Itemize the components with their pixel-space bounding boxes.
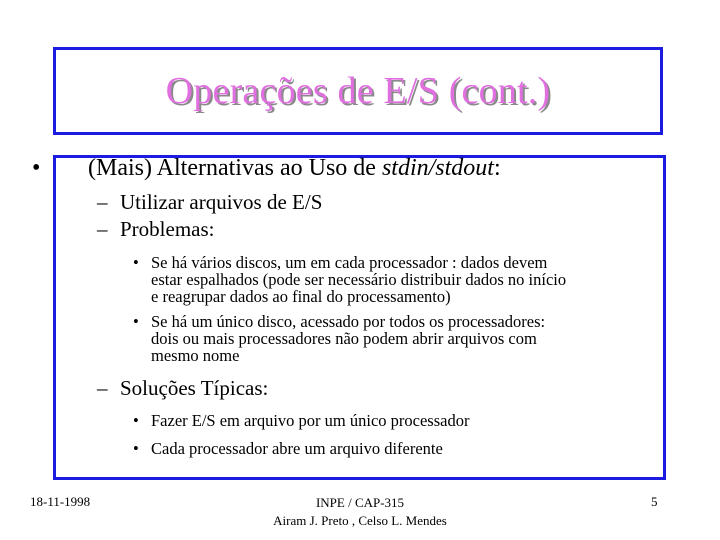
page-number: 5 <box>651 494 658 509</box>
problem-2-line-2: dois ou mais processadores não podem abrir arquivos com <box>151 329 537 348</box>
main-bullet-text-italic: stdin/stdout <box>381 155 494 181</box>
problem-bullet-marker: • <box>133 312 139 331</box>
footer-course: INPE / CAP-315 <box>315 495 405 510</box>
footer-credits <box>210 494 510 530</box>
main-bullet-text-prefix: (Mais) Alternativas ao Uso de <box>88 155 382 181</box>
title-frame <box>53 47 663 135</box>
problem-2-line-3: mesmo nome <box>151 346 240 365</box>
main-bullet-text-suffix: : <box>493 155 501 181</box>
sub-item-marker: – <box>97 190 108 214</box>
problem-2-line-1: Se há um único disco, acessado por todos os processadores: <box>151 312 546 331</box>
footer-authors: Airam J. Preto , Celso L. Mendes <box>273 513 447 528</box>
solution-bullet-marker: • <box>133 411 139 430</box>
sub-item-marker: – <box>97 217 108 241</box>
sub-item-arquivos: Utilizar arquivos de E/S <box>120 190 323 214</box>
main-bullet-marker: • <box>32 155 41 181</box>
sub-item-problemas: Problemas: <box>120 217 215 241</box>
slide-title: Operações de E/S (cont.) <box>165 70 551 112</box>
footer-date: 18-11-1998 <box>30 494 91 509</box>
solution-bullet-marker: • <box>133 439 139 458</box>
solution-2: Cada processador abre um arquivo diferente <box>151 439 443 458</box>
problem-bullet-marker: • <box>133 253 139 272</box>
solutions-marker: – <box>97 376 108 400</box>
problem-1-line-3: e reagrupar dados ao final do processamento) <box>151 287 451 306</box>
problem-1-line-1: Se há vários discos, um em cada processador : dados devem <box>151 253 548 272</box>
problem-1-line-2: estar espalhados (pode ser necessário distribuir dados no início <box>151 270 567 289</box>
solution-1: Fazer E/S em arquivo por um único processador <box>151 411 470 430</box>
main-bullet-text <box>88 155 501 182</box>
solutions-heading: Soluções Típicas: <box>120 376 269 400</box>
